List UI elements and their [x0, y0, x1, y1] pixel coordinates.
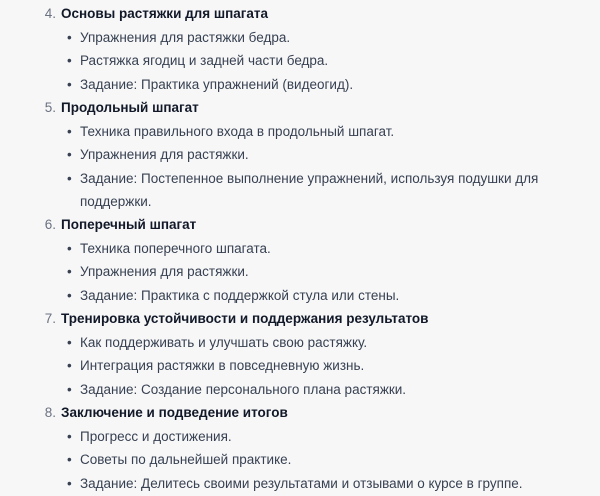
- section-title: Продольный шпагат: [61, 100, 199, 115]
- bullet-icon: •: [67, 170, 72, 186]
- list-item-text: Задание: Постепенное выполнение упражнений, используя подушки для поддержки.: [80, 170, 539, 209]
- section-5: [0, 96, 600, 213]
- section-6: [0, 213, 600, 307]
- bullet-icon: •: [67, 123, 72, 139]
- list-item-text: Как поддерживать и улучшать свою растяжку.: [80, 334, 368, 350]
- bullet-icon: •: [67, 147, 72, 162]
- list-item-text: Растяжка ягодиц и задней части бедра.: [80, 53, 329, 68]
- bullet-list: [0, 331, 600, 401]
- section-number: 6.: [44, 217, 56, 232]
- list-item-text: Упражнения для растяжки.: [80, 264, 249, 279]
- section-heading: [0, 213, 600, 237]
- list-item-text: Прогресс и достижения.: [80, 428, 232, 444]
- list-item: [0, 448, 600, 471]
- bullet-icon: •: [67, 475, 72, 491]
- list-item: [0, 143, 600, 166]
- bullet-icon: •: [67, 240, 72, 256]
- section-title: Основы растяжки для шпагата: [61, 6, 269, 21]
- list-item-text: Упражнения для растяжки.: [80, 147, 249, 162]
- section-8: [0, 401, 600, 495]
- bullet-icon: •: [67, 53, 72, 68]
- list-item-text: Советы по дальнейшей практике.: [80, 452, 292, 467]
- bullet-icon: •: [67, 287, 72, 303]
- bullet-icon: •: [67, 29, 72, 45]
- bullet-icon: •: [67, 428, 72, 444]
- course-outline: [0, 2, 600, 495]
- section-heading: [0, 96, 600, 120]
- section-title: Заключение и подведение итогов: [61, 405, 288, 420]
- bullet-list: [0, 425, 600, 495]
- list-item-text: Задание: Создание персонального плана растяжки.: [80, 381, 407, 397]
- bullet-list: [0, 237, 600, 307]
- section-heading: [0, 307, 600, 331]
- list-item: [0, 378, 600, 401]
- list-item: [0, 120, 600, 143]
- section-number: 4.: [44, 6, 56, 21]
- bullet-icon: •: [67, 76, 72, 92]
- list-item: [0, 73, 600, 96]
- section-heading: [0, 401, 600, 425]
- list-item: [0, 354, 600, 377]
- list-item: [0, 472, 600, 495]
- section-heading: [0, 2, 600, 26]
- list-item-text: Задание: Делитесь своими результатами и отзывами о курсе в группе.: [80, 475, 523, 491]
- section-7: [0, 307, 600, 401]
- list-item-text: Техника поперечного шпагата.: [80, 240, 271, 256]
- list-item: [0, 237, 600, 260]
- list-item: [0, 49, 600, 72]
- bullet-icon: •: [67, 358, 72, 373]
- list-item: [0, 425, 600, 448]
- list-item: [0, 331, 600, 354]
- bullet-icon: •: [67, 452, 72, 467]
- list-item: [0, 260, 600, 283]
- bullet-icon: •: [67, 381, 72, 397]
- section-title: Поперечный шпагат: [61, 217, 197, 232]
- section-number: 8.: [44, 405, 56, 420]
- list-item: [0, 284, 600, 307]
- bullet-icon: •: [67, 264, 72, 279]
- list-item-text: Задание: Практика с поддержкой стула или стены.: [80, 287, 400, 303]
- section-title: Тренировка устойчивости и поддержания результатов: [61, 311, 429, 326]
- list-item-text: Техника правильного входа в продольный шпагат.: [80, 123, 395, 139]
- bullet-list: [0, 120, 600, 213]
- section-number: 5.: [44, 100, 56, 115]
- bullet-list: [0, 26, 600, 96]
- list-item: [0, 167, 600, 213]
- bullet-icon: •: [67, 334, 72, 350]
- list-item-text: Упражнения для растяжки бедра.: [80, 29, 291, 45]
- list-item-text: Интеграция растяжки в повседневную жизнь.: [80, 358, 365, 373]
- list-item-text: Задание: Практика упражнений (видеогид).: [80, 76, 354, 92]
- section-number: 7.: [44, 311, 56, 326]
- section-4: [0, 2, 600, 96]
- list-item: [0, 26, 600, 49]
